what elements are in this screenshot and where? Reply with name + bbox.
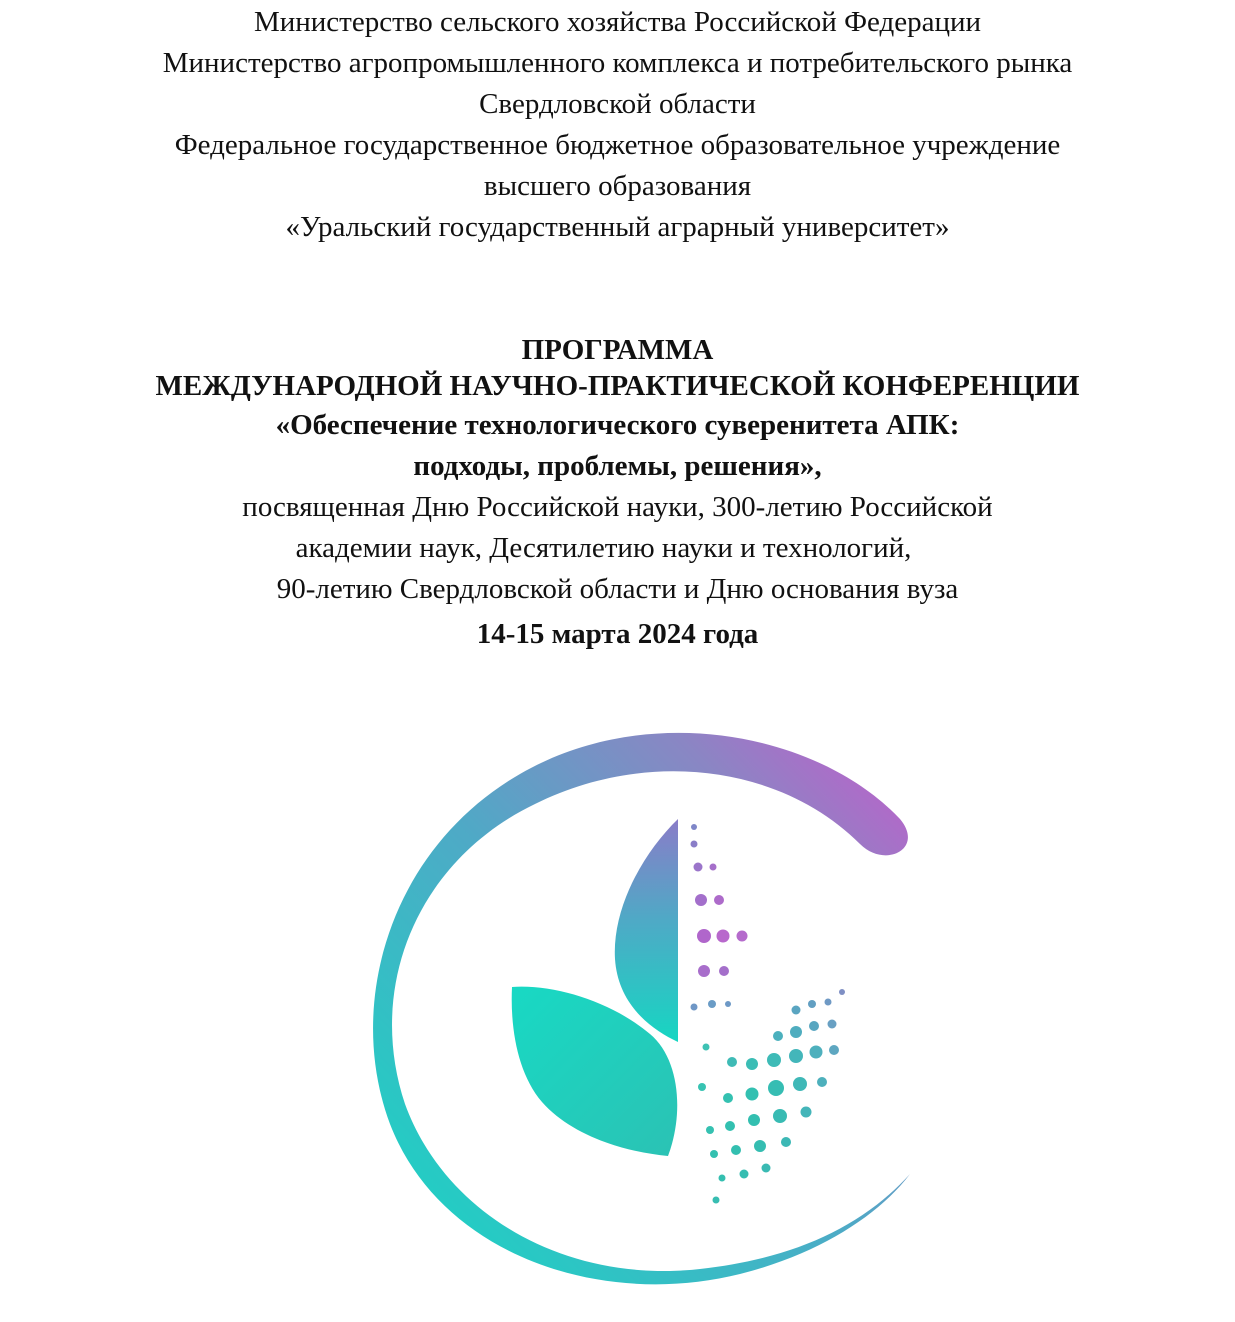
dedication-line-2: академии наук, Десятилетию науки и технологий, bbox=[295, 532, 912, 564]
header-line-ministry-agro: Министерство агропромышленного комплекса и потребительского рынка bbox=[162, 47, 1073, 79]
dedication-line-3: 90-летию Свердловской области и Дню основания вуза bbox=[276, 573, 959, 605]
conference-emblem-icon bbox=[350, 684, 950, 1304]
header-line-ministry-agriculture: Министерство сельского хозяйства Российской Федерации bbox=[253, 6, 982, 38]
conference-name-line-2: подходы, проблемы, решения», bbox=[413, 450, 822, 482]
header-line-region: Свердловской области bbox=[479, 88, 756, 120]
header-line-university: «Уральский государственный аграрный университет» bbox=[285, 211, 950, 243]
header-line-higher-education: высшего образования bbox=[483, 170, 752, 202]
conference-heading: МЕЖДУНАРОДНОЙ НАУЧНО-ПРАКТИЧЕСКОЙ КОНФЕРЕНЦИИ bbox=[155, 370, 1080, 402]
conference-name-line-1: «Обеспечение технологического суверенитета АПК: bbox=[275, 409, 960, 441]
program-heading: ПРОГРАММА bbox=[521, 334, 714, 366]
emblem-dots bbox=[691, 824, 846, 1204]
dedication-line-1: посвященная Дню Российской науки, 300-летию Российской bbox=[242, 491, 993, 523]
emblem-upper-leaf bbox=[615, 819, 678, 1042]
conference-date: 14-15 марта 2024 года bbox=[476, 618, 759, 650]
header-line-institution: Федеральное государственное бюджетное образовательное учреждение bbox=[174, 129, 1061, 161]
